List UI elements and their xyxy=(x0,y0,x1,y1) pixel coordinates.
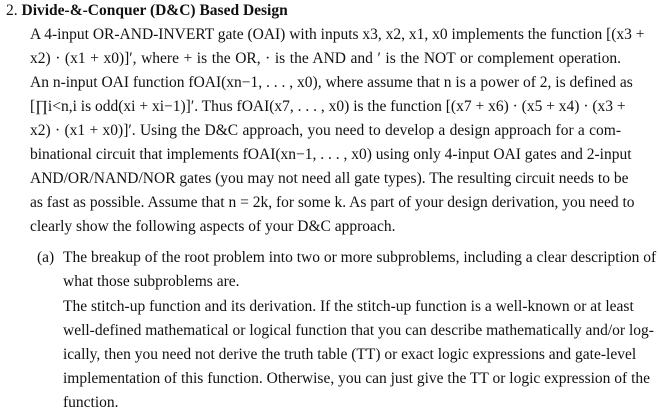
problem-title: Divide-&-Conquer (D&C) Based Design xyxy=(21,2,288,19)
subpart-a-line-3: The stitch-up function and its derivation. If the stitch-up function is a well-known or at least xyxy=(63,298,634,315)
problem-line-1: A 4-input OR-AND-INVERT gate (OAI) with inputs x3, x2, x1, x0 implements the function [(x3 + xyxy=(30,26,645,43)
problem-line-2: x2) · (x1 + x0)]′, where + is the OR, · is the AND and ′ is the NOT or complement operation. xyxy=(30,50,621,67)
subpart-a-line-2: what those subproblems are. xyxy=(63,273,240,290)
problem-line-3: An n-input OAI function fOAI(xn−1, . . . , x0), where assume that n is a power of 2, is defined as xyxy=(30,74,633,91)
problem-number: 2. xyxy=(6,2,18,19)
subpart-a-line-1: The breakup of the root problem into two or more subproblems, including a clear description of xyxy=(63,249,657,266)
problem-line-8: as fast as possible. Assume that n = 2k, for some k. As part of your design derivation, you need to xyxy=(30,194,635,211)
problem-line-9: clearly show the following aspects of your D&C approach. xyxy=(30,218,396,235)
problem-line-7: AND/OR/NAND/NOR gates (you may not need all gate types). The resulting circuit needs to be xyxy=(30,170,629,187)
problem-heading xyxy=(6,1,288,21)
problem-line-6: binational circuit that implements fOAI(xn−1, . . . , x0) using only 4-input OAI gates and 2-input xyxy=(30,146,632,163)
problem-line-5: x2) · (x1 + x0)]′. Using the D&C approach, you need to develop a design approach for a com- xyxy=(30,122,621,139)
subpart-a-line-5: ically, then you need not derive the truth table (TT) or exact logic expressions and gate-level xyxy=(63,346,637,363)
subpart-a-line-6: implementation of this function. Otherwise, you can just give the TT or logic expression of the xyxy=(63,370,651,387)
subpart-a-line-7: function. xyxy=(63,394,119,411)
problem-line-4: [∏i<n,i is odd(xi + xi−1)]′. Thus fOAI(x7, . . . , x0) is the function [(x7 + x6) · (x5 + x4) · (x3 + xyxy=(30,98,626,115)
subpart-a-label: (a) xyxy=(37,249,55,266)
subpart-a-line-4: well-defined mathematical or logical function that you can describe mathematically and/or log- xyxy=(63,322,654,339)
